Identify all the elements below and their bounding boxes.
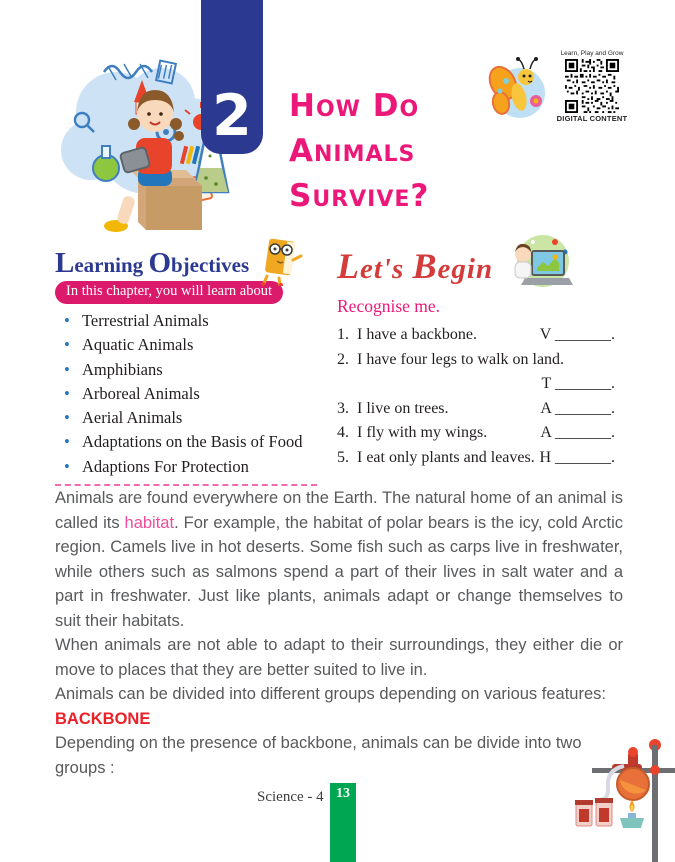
recognise-list [337,323,615,471]
recognise-item-continuation [337,372,615,397]
learning-objectives-section [55,238,315,486]
answer-blank: T _______. [541,375,615,393]
chapter-number: 2 [212,83,252,149]
lets-begin-section [337,238,615,471]
recognise-me-label: Recognise me. [337,296,441,316]
objective-item: • Amphibians [55,358,315,382]
chapter-title-line2: Survive? [289,178,430,214]
chapter-number-badge [201,0,263,154]
answer-blank: A _______. [540,424,615,442]
habitat-highlight: habitat [124,513,175,532]
paragraph-adapt: When animals are not able to adapt to their surroundings, they either die or move to places that they are better suited to live in. [55,636,623,679]
recognise-item: 3. I live on trees. A _______. [337,397,615,422]
backbone-heading: BACKBONE [55,709,151,728]
answer-blank: H _______. [539,448,615,466]
objective-item: • Aerial Animals [55,406,315,430]
objective-item: • Aquatic Animals [55,333,315,357]
paragraph-groups: Animals can be divided into different groups depending on various features: [55,685,606,703]
chapter-title-line1: How Do Animals [289,88,420,169]
recognise-item: 1. I have a backbone. V _______. [337,323,615,348]
book-label: Science - 4 [257,789,324,805]
recognise-item: 4. I fly with my wings. A _______. [337,421,615,446]
answer-blank: V _______. [539,326,615,343]
reagent-jars [575,798,613,826]
recognise-item: 2. I have four legs to walk on land. [337,350,565,368]
lets-begin-heading: Let's Begin [337,246,494,286]
recognise-item: 5. I eat only plants and leaves. H _______. [337,446,615,471]
digital-content-block [556,50,628,123]
main-text [55,486,623,780]
objective-item: • Adaptations on the Basis of Food [55,430,315,454]
spirit-burner [620,800,644,828]
qr-caption-bottom: DIGITAL CONTENT [556,114,628,123]
paragraph-habitat: Animals are found everywhere on the Earth. The natural home of an animal is called its habitat. For example, the habitat of polar bears is the icy, cold Arctic region. Camels live in hot deserts. Some fish such as carps live in freshwater, while others such as salmons spend a part of their lives in salt water and a part in freshwater. Just like plants, animals adapt or change themselves to suit their habitats. [55,489,623,630]
objectives-list [55,309,315,479]
objective-item: • Arboreal Animals [55,382,315,406]
paragraph-backbone: Depending on the presence of backbone, animals can be divide into two groups : [55,734,582,777]
lab-apparatus-illustration [572,736,675,862]
qr-caption-top: Learn, Play and Grow [560,50,624,57]
butterfly-mascot [486,55,550,123]
page-number-bar [330,783,356,862]
chapter-banner: In this chapter, you will learn about [55,281,283,304]
learning-objectives-heading: Learning Objectives [55,247,250,279]
page-number: 13 [336,786,350,801]
kid-laptop-icon [505,234,575,292]
objective-item: • Adaptions For Protection [55,455,315,479]
answer-blank: A _______. [540,399,615,417]
book-mascot-icon [257,234,303,286]
qr-code [565,59,619,113]
objective-item: • Terrestrial Animals [55,309,315,333]
